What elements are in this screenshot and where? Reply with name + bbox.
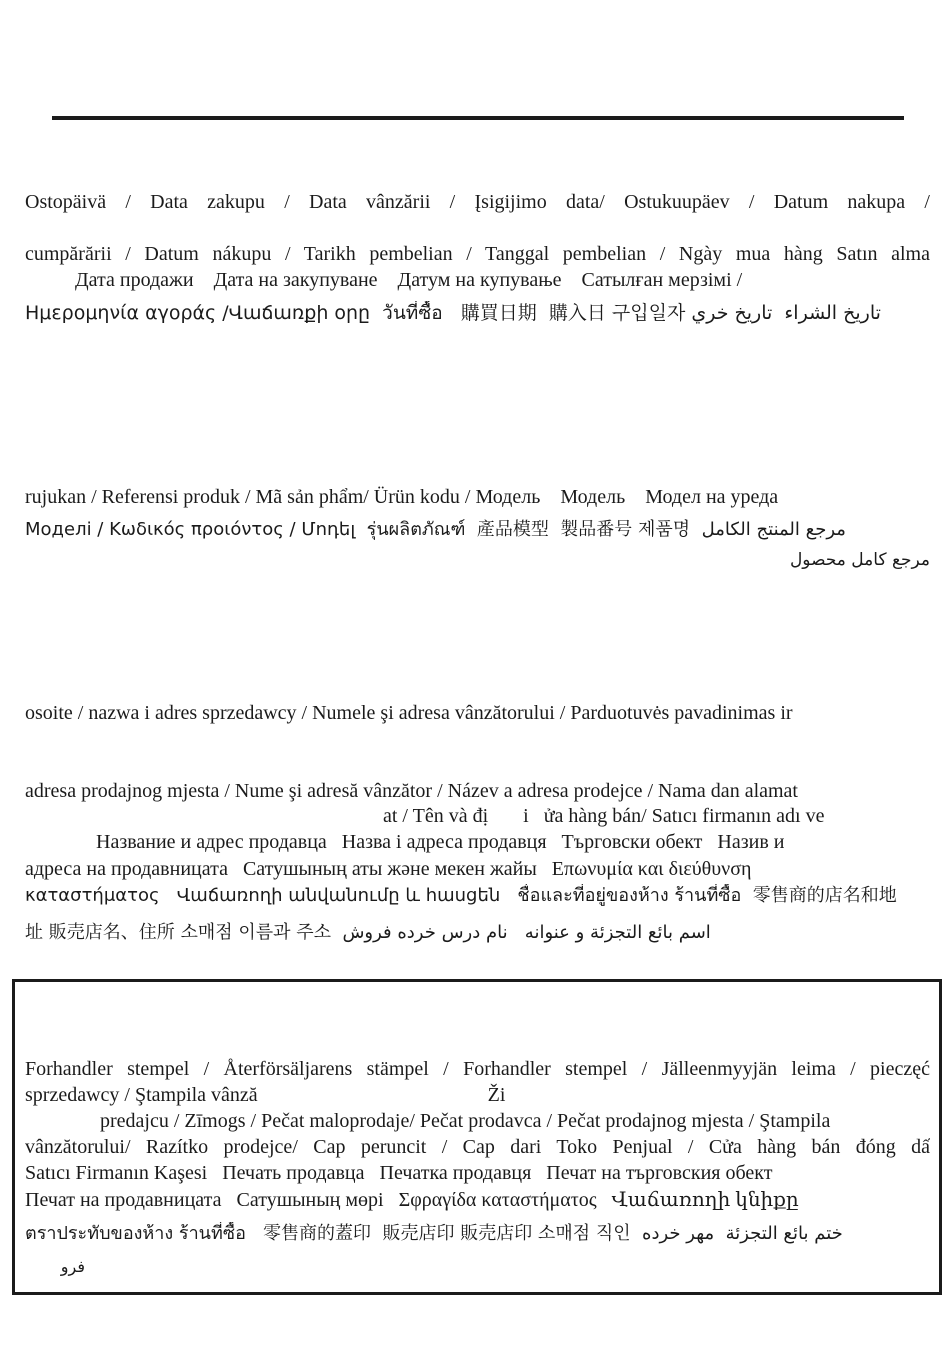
dealer-stamp-label-line-6: Печат на продавницата Сатушының мөрі Σφραγίδα καταστήματος Վաճառողի կնիքը bbox=[25, 1189, 799, 1211]
purchase-date-label-line-3: Дата продажи Дата на закупуване Датум на купување Сатылған мерзімі / bbox=[25, 269, 743, 291]
seller-address-label-line-6: καταστήματος Վաճառողի անվանումը և հասցեն ชื่อและที่อยู่ของห้าง ร้านที่ซื้อ 零售商的店名和地 bbox=[25, 885, 897, 906]
dealer-stamp-label-line-7: ตราประทับของห้าง ร้านที่ซื้อ 零售商的蓋印 販売店印 販売店印 소매점 직인 ختم بائع التجزئة مهر خرده bbox=[25, 1223, 843, 1244]
purchase-date-label-line-1: Ostopäivä / Data zakupu / Data vânzării / Įsigijimo data/ Ostukuupäev / Datum nakupa / bbox=[25, 191, 930, 213]
seller-address-label-line-1: osoite / nazwa i adres sprzedawcy / Numele şi adresa vânzătorului / Parduotuvės pavadinimas ir bbox=[25, 702, 793, 724]
dealer-stamp-label-line-2: sprzedawcy / Ştampila vânză Ži bbox=[25, 1084, 506, 1106]
dealer-stamp-label-line-5: Satıcı Firmanın Kaşesi Печать продавца Печатка продавця Печат на търговския обект bbox=[25, 1162, 773, 1184]
seller-address-label-line-3: at / Tên và đị i ửa hàng bán/ Satıcı firmanın adı ve bbox=[383, 805, 825, 827]
product-reference-label-line-2: Моделі / Κωδικός προιόντος / Մոդել รุ่นผลิตภัณฑ์ 產品模型 製品番号 제품명 مرجع المنتج الكامل bbox=[25, 519, 846, 540]
dealer-stamp-label-line-8: فرو bbox=[60, 1257, 85, 1276]
dealer-stamp-label-line-3: predajcu / Zīmogs / Pečat maloprodaje/ Pečat prodavca / Pečat prodajnog mjesta / Ştampila bbox=[100, 1110, 831, 1132]
product-reference-label-line-1: rujukan / Referensi produk / Mã sản phẩm/ Ürün kodu / Модель Модель Модел на уреда bbox=[25, 486, 779, 508]
seller-address-label-line-5: адреса на продавницата Сатушының аты және мекен жайы Επωνυμία και διεύθυνση bbox=[25, 858, 752, 880]
top-divider-rule bbox=[52, 116, 904, 120]
purchase-date-label-line-2: cumpărării / Datum nákupu / Tarikh pembelian / Tanggal pembelian / Ngày mua hàng Satın alma bbox=[25, 243, 930, 265]
seller-address-label-line-4: Название и адрес продавца Назва і адреса продавця Търговски обект Назив и bbox=[96, 831, 785, 853]
seller-address-label-line-7: 址 販売店名、住所 소매점 이름과 주소 اسم بائع التجزئة و عنوانه نام درس خرده فروش bbox=[25, 922, 711, 943]
seller-address-label-line-2: adresa prodajnog mjesta / Nume şi adresă vânzător / Název a adresa prodejce / Nama dan alamat bbox=[25, 780, 798, 802]
product-reference-label-line-3: مرجع کامل محصول bbox=[789, 550, 930, 570]
dealer-stamp-label-line-1: Forhandler stempel / Återförsäljarens stämpel / Forhandler stempel / Jälleenmyyjän leima / pieczęć bbox=[25, 1058, 930, 1080]
purchase-date-label-line-4: Ημερομηνία αγοράς /Վաճառքի օրը วันที่ซื้อ 購買日期 購入日 구입일자 تاريخ الشراء تاريخ خري bbox=[25, 302, 881, 324]
dealer-stamp-label-line-4: vânzătorului/ Razítko prodejce/ Cap peruncit / Cap dari Toko Penjual / Cửa hàng bán đóng dấ bbox=[25, 1136, 930, 1158]
